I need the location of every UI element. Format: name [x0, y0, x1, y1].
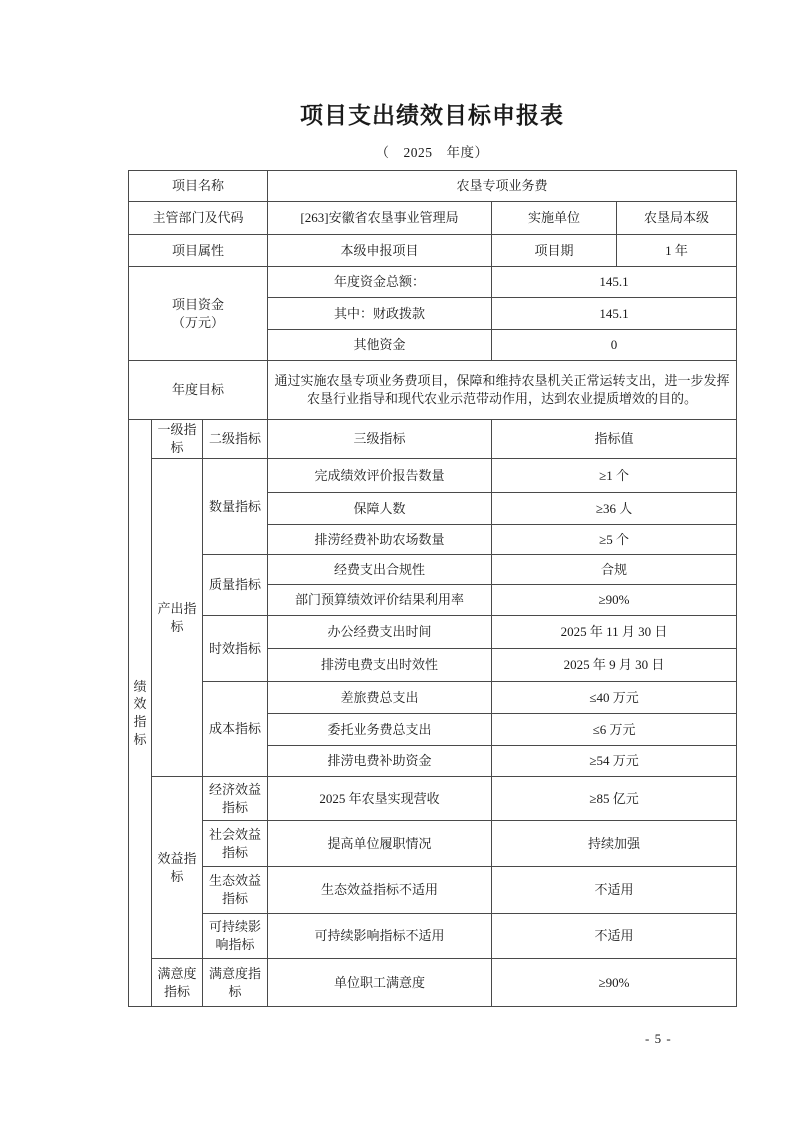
funding-other-label: 其他资金: [268, 330, 492, 361]
project-name-value: 农垦专项业务费: [268, 171, 737, 202]
indicator-name-cell: 办公经费支出时间: [268, 616, 492, 649]
indicator-value-cell: 2025 年 9 月 30 日: [492, 649, 737, 682]
indicator-value-cell: 持续加强: [492, 821, 737, 867]
funding-fiscal-value: 145.1: [492, 298, 737, 330]
table-row: [129, 867, 737, 914]
level2-timeliness: 时效指标: [203, 616, 268, 682]
project-attribute-value: 本级申报项目: [268, 235, 492, 267]
page-number: - 5 -: [645, 1031, 672, 1046]
table-row: [129, 171, 737, 202]
indicator-name-cell: 2025 年农垦实现营收: [268, 777, 492, 821]
table-row: [129, 202, 737, 235]
funding-label-line2: （万元）: [172, 314, 225, 330]
implement-unit-label: 实施单位: [492, 202, 617, 235]
table-row: [129, 959, 737, 1007]
indicator-name-cell: 提高单位履职情况: [268, 821, 492, 867]
header-level1: 一级指标: [152, 420, 203, 459]
funding-label: [129, 267, 268, 361]
header-value: 指标值: [492, 420, 737, 459]
level2-social: 社会效益指标: [203, 821, 268, 867]
indicator-value-cell: ≥36 人: [492, 493, 737, 525]
indicator-name-cell: 差旅费总支出: [268, 682, 492, 714]
indicator-name-cell: 可持续影响指标不适用: [268, 914, 492, 959]
indicator-name-cell: 委托业务费总支出: [268, 714, 492, 746]
table-row: [129, 235, 737, 267]
level2-quality: 质量指标: [203, 555, 268, 616]
table-row: [129, 420, 737, 459]
page-title: 项目支出绩效目标申报表: [300, 103, 564, 128]
indicator-name-cell: 排涝电费补助资金: [268, 746, 492, 777]
header-level3: 三级指标: [268, 420, 492, 459]
project-period-label: 项目期: [492, 235, 617, 267]
implement-unit-value: 农垦局本级: [617, 202, 737, 235]
table-row: [129, 777, 737, 821]
table-row: [129, 361, 737, 420]
table-row: [129, 459, 737, 493]
indicator-value-cell: ≥5 个: [492, 525, 737, 555]
performance-indicator-side-label: 绩效指标: [129, 420, 152, 1007]
table-row: [129, 555, 737, 585]
table-row: [129, 682, 737, 714]
annual-goal-label: 年度目标: [129, 361, 268, 420]
page-subtitle: （ 2025 年度）: [375, 145, 489, 160]
funding-total-value: 145.1: [492, 267, 737, 298]
department-label: 主管部门及代码: [129, 202, 268, 235]
indicator-value-cell: ≤40 万元: [492, 682, 737, 714]
level2-quantity: 数量指标: [203, 459, 268, 555]
level2-satisfaction: 满意度指标: [203, 959, 268, 1007]
level2-ecological: 生态效益指标: [203, 867, 268, 914]
table-row: [129, 914, 737, 959]
indicator-value-cell: ≤6 万元: [492, 714, 737, 746]
funding-fiscal-label: 其中：财政拨款: [268, 298, 492, 330]
project-period-value: 1 年: [617, 235, 737, 267]
level1-output: 产出指标: [152, 459, 203, 777]
level1-benefit: 效益指标: [152, 777, 203, 959]
indicator-value-cell: 合规: [492, 555, 737, 585]
level2-economic: 经济效益指标: [203, 777, 268, 821]
level1-satisfaction: 满意度指标: [152, 959, 203, 1007]
indicator-name-cell: 生态效益指标不适用: [268, 867, 492, 914]
indicator-value-cell: 不适用: [492, 914, 737, 959]
project-attribute-label: 项目属性: [129, 235, 268, 267]
indicator-value-cell: 2025 年 11 月 30 日: [492, 616, 737, 649]
indicator-name-cell: 排涝电费支出时效性: [268, 649, 492, 682]
level2-cost: 成本指标: [203, 682, 268, 777]
indicator-value-cell: 不适用: [492, 867, 737, 914]
level2-sustainable: 可持续影响指标: [203, 914, 268, 959]
indicator-value-cell: ≥90%: [492, 585, 737, 616]
indicator-value-cell: ≥54 万元: [492, 746, 737, 777]
declaration-table: [128, 170, 737, 1007]
department-value: [263]安徽省农垦事业管理局: [268, 202, 492, 235]
document-content: [128, 0, 736, 1007]
indicator-name-cell: 经费支出合规性: [268, 555, 492, 585]
indicator-name-cell: 单位职工满意度: [268, 959, 492, 1007]
indicator-value-cell: ≥90%: [492, 959, 737, 1007]
table-row: [129, 821, 737, 867]
indicator-value-cell: ≥1 个: [492, 459, 737, 493]
indicator-value-cell: ≥85 亿元: [492, 777, 737, 821]
project-name-label: 项目名称: [129, 171, 268, 202]
indicator-name-cell: 部门预算绩效评价结果利用率: [268, 585, 492, 616]
indicator-name-cell: 排涝经费补助农场数量: [268, 525, 492, 555]
table-row: [129, 267, 737, 298]
header-level2: 二级指标: [203, 420, 268, 459]
funding-total-label: 年度资金总额：: [268, 267, 492, 298]
indicator-name-cell: 保障人数: [268, 493, 492, 525]
funding-label-line1: 项目资金: [172, 296, 225, 312]
table-row: [129, 616, 737, 649]
funding-other-value: 0: [492, 330, 737, 361]
annual-goal-text: 通过实施农垦专项业务费项目，保障和维持农垦机关正常运转支出，进一步发挥农垦行业指导和现代农业示范带动作用，达到农业提质增效的目的。: [268, 361, 737, 420]
indicator-name-cell: 完成绩效评价报告数量: [268, 459, 492, 493]
